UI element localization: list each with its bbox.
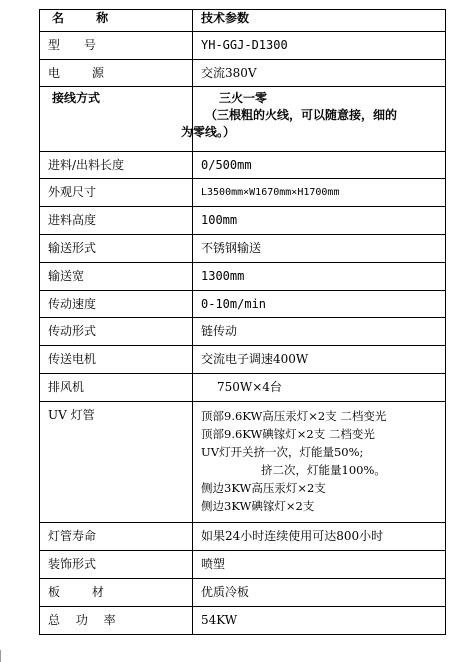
- table-row: [40, 291, 446, 318]
- table-row: [40, 551, 446, 579]
- row-value: 交流380V: [193, 60, 446, 87]
- row-label: 传送电机: [40, 346, 193, 374]
- table-row: [40, 207, 446, 235]
- header-label: 名 称: [40, 10, 193, 32]
- table-row: [40, 346, 446, 374]
- table-row: [40, 235, 446, 263]
- row-value: 如果24小时连续使用可达800小时: [193, 523, 446, 551]
- row-label: 进料高度: [40, 207, 193, 235]
- row-value: YH-GGJ-D1300: [193, 32, 446, 60]
- row-value: 100mm: [193, 207, 446, 235]
- uv-line: 侧边3KW碘镓灯×2支: [201, 499, 315, 513]
- row-label: 型 号: [40, 32, 193, 60]
- uv-line: 侧边3KW高压汞灯×2支: [201, 481, 326, 495]
- row-label: 外观尺寸: [40, 179, 193, 207]
- table-row: [40, 374, 446, 402]
- row-value: 优质冷板: [193, 579, 446, 607]
- table-row: [40, 523, 446, 551]
- row-label: 电 源: [40, 60, 193, 87]
- table-row: [40, 179, 446, 207]
- header-value: 技术参数: [193, 10, 446, 32]
- wiring-line-1: 三火一零: [219, 91, 268, 105]
- table-row: [40, 263, 446, 291]
- row-label: UV 灯管: [40, 402, 193, 523]
- uv-line: 顶部9.6KW碘镓灯×2支 二档变光: [201, 427, 375, 441]
- row-value: 1300mm: [193, 263, 446, 291]
- row-value: L3500mm×W1670mm×H1700mm: [193, 179, 446, 207]
- row-label: 灯管寿命: [40, 523, 193, 551]
- row-value: 750W×4台: [193, 374, 446, 402]
- header-row: [40, 10, 446, 32]
- row-label: 传动形式: [40, 318, 193, 346]
- row-label: 装饰形式: [40, 551, 193, 579]
- row-value: 不锈钢输送: [193, 235, 446, 263]
- paragraph-mark: [0, 650, 5, 662]
- row-value: 54KW: [193, 607, 446, 635]
- row-value: 交流电子调速400W: [193, 346, 446, 374]
- wiring-line-2: （三根粗的火线，可以随意接，细的: [205, 108, 398, 122]
- row-label: 总 功 率: [40, 607, 193, 635]
- row-value: 喷塑: [193, 551, 446, 579]
- row-label: 板 材: [40, 579, 193, 607]
- table-row: [40, 32, 446, 60]
- row-value: 0/500mm: [193, 152, 446, 179]
- row-label: 进料/出料长度: [40, 152, 193, 179]
- row-value: 链传动: [193, 318, 446, 346]
- row-value: [181, 87, 446, 152]
- table-row: [40, 60, 446, 87]
- uv-lamp-values: [193, 402, 446, 523]
- row-label: 输送宽: [40, 263, 193, 291]
- uv-line: 挤二次，灯能量100%。: [261, 463, 386, 477]
- spec-table: [39, 9, 446, 635]
- uv-line: UV灯开关挤一次，灯能量50%;: [201, 445, 364, 459]
- table-row: [40, 402, 446, 523]
- uv-line: 顶部9.6KW高压汞灯×2支 二档变光: [201, 409, 387, 423]
- row-value: 0-10m/min: [193, 291, 446, 318]
- row-label: 接线方式: [40, 87, 193, 152]
- row-label: 输送形式: [40, 235, 193, 263]
- row-label: 排风机: [40, 374, 193, 402]
- table-row: [40, 607, 446, 635]
- wiring-line-3: 为零线。）: [181, 125, 236, 139]
- table-row: [40, 87, 446, 152]
- row-label: 传动速度: [40, 291, 193, 318]
- table-row: [40, 152, 446, 179]
- table-row: [40, 579, 446, 607]
- table-row: [40, 318, 446, 346]
